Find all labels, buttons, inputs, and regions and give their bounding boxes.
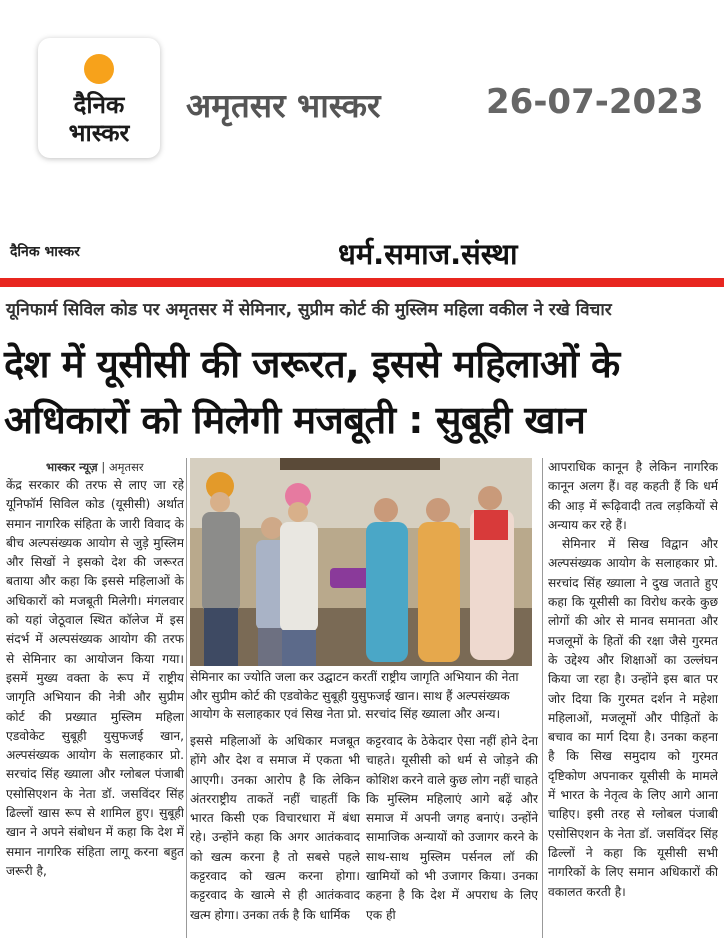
column-divider bbox=[542, 458, 543, 938]
byline: भास्कर न्यूज़ | अमृतसर bbox=[46, 460, 144, 474]
column-divider bbox=[186, 458, 187, 938]
article-column-2: इससे महिलाओं के अधिकार मजबूत होंगे और देश व समाज में एकता भी आएगी। उनका आरोप है कि लेकिन अंतरराष्ट्रीय ताकतें नहीं चाहतीं कि भारत किसी एक विचारधारा में बंधा रहे। उन्होंने कहा कि अगर आतंकवाद को खत्म करना है तो सबसे पहले कट्टरवाद को खत्म करना होगा। कट्टरवाद के खात्मे से ही आतंकवाद खत्म होगा। उनका तर्क है कि धार्मिक bbox=[190, 734, 360, 922]
logo-line-2: भास्कर bbox=[68, 119, 130, 147]
event-photo bbox=[190, 458, 532, 666]
sun-logo-icon bbox=[84, 54, 114, 84]
headline-line-1: देश में यूसीसी की जरूरत, इससे महिलाओं के bbox=[4, 342, 620, 386]
column-4-paragraph-2: सेमिनार में सिख विद्वान और अल्पसंख्यक आयोग के सलाहकार प्रो. सरचांद सिंह ख्याला ने दुख जताते हुए कहा कि यूसीसी का विरोध करके कुछ लोगों की ओर से मानव समानता और मजलूमों के हितों की रक्षा जैसे गुरमत के उद्देश्य और शिक्षाओं का उल्लंघन किया जा रहा है। उन्होंने इस बात पर जोर दिया कि गुरमत दर्शन ने महेशा महिलाओं, मजलूमों और पीड़ितों के बचाव का मार्ग दिया है। उनका कहना है कि सिख समुदाय को गुरमत दृष्टिकोण अपनाकर यूसीसी के मामले में भारत के नेतृत्व के लिए आगे आना चाहिए। इसी तरह से ग्लोबल पंजाबी एसोसिएशन के नेता डॉ. जसविंदर सिंह ढिल्लों ने कहा कि यूसीसी सभी नागरिकों के लिए समान अधिकारों की वकालत करती है। bbox=[548, 537, 718, 899]
section-divider bbox=[0, 278, 724, 287]
page-bottom-edge bbox=[0, 938, 724, 945]
article-column-3: कट्टरवाद के ठेकेदार ऐसा नहीं होने देना चाहते। यूसीसी को धर्म से जोड़ने की कोशिश करने वाले कुछ लोग नहीं चाहते कि मुस्लिम महिलाएं आगे बढ़ें और समाज में अपनी जगह बनाएं। उन्होंने सामाजिक अन्यायों को उजागर करने के साथ-साथ मुस्लिम पर्सनल लॉ की खामियों को भी उजागर किया। उनका कहना है कि देश में अपराध के लिए एक ही bbox=[366, 734, 538, 922]
section-title: धर्म.समाज.संस्था bbox=[338, 237, 518, 271]
article-column-1: केंद्र सरकार की तरफ से लाए जा रहे यूनिफॉर्म सिविल कोड (यूसीसी) अर्थात समान नागरिक संहिता के जारी विवाद के बीच अल्पसंख्यक आयोग से जुड़े मुस्लिम और सिखों ने इसको देश की जरूरत बताया और कहा कि इससे महिलाओं के अधिकारों को मजबूती मिलेगी। मंगलवार को यहां जेठूवाल स्थित कॉलेज में इस संदर्भ में अल्पसंख्यक आयोग की तरफ से सेमिनार का आयोजन किया गया। इसमें मुख्य वक्ता के रूप में राष्ट्रीय जागृति अभियान की नेत्री और सुप्रीम कोर्ट की प्रख्यात मुस्लिम महिला एडवोकेट सुबूही युसुफजई खान, अल्पसंख्यक आयोग के सलाहकार प्रो. सरचांद सिंह ख्याला और ग्लोबल पंजाबी एसोसिएशन के नेता डॉ. जसविंदर सिंह ढिल्लों खास रूप से शामिल हुए। सुबूही खान ने अपने संबोधन में कहा कि देश में समान नागरिक संहिता लागू करना बहुत जरूरी है, bbox=[6, 478, 184, 878]
brand-small: दैनिक भास्कर bbox=[10, 244, 80, 260]
paper-title: अमृतसर भास्कर bbox=[186, 86, 381, 125]
logo-line-1: दैनिक bbox=[73, 91, 125, 119]
column-4-paragraph-1: आपराधिक कानून है लेकिन नागरिक कानून अलग हैं। वह कहती हैं कि धर्म की आड़ में रूढ़िवादी तत्व लड़कियों से अन्याय कर रहे हैं। bbox=[548, 460, 718, 532]
edition-date: 26-07-2023 bbox=[486, 82, 704, 122]
newspaper-logo bbox=[38, 38, 160, 158]
byline-source: भास्कर न्यूज़ bbox=[46, 460, 98, 474]
article-column-4 bbox=[548, 458, 718, 938]
article-kicker: यूनिफार्म सिविल कोड पर अमृतसर में सेमिनार, सुप्रीम कोर्ट की मुस्लिम महिला वकील ने रखे विचार bbox=[6, 300, 612, 320]
event-photo-illustration bbox=[190, 458, 532, 666]
photo-caption: सेमिनार का ज्योति जला कर उद्घाटन करतीं राष्ट्रीय जागृति अभियान की नेता और सुप्रीम कोर्ट की एडवोकेट सुबूही युसुफजई खान। साथ हैं अल्पसंख्यक आयोग के सलाहकार एवं सिख नेता प्रो. सरचांद सिंह ख्याला और अन्य। bbox=[190, 670, 519, 721]
byline-city: अमृतसर bbox=[108, 460, 144, 474]
headline-line-2: अधिकारों को मिलेगी मजबूती : सुबूही खान bbox=[4, 398, 586, 442]
